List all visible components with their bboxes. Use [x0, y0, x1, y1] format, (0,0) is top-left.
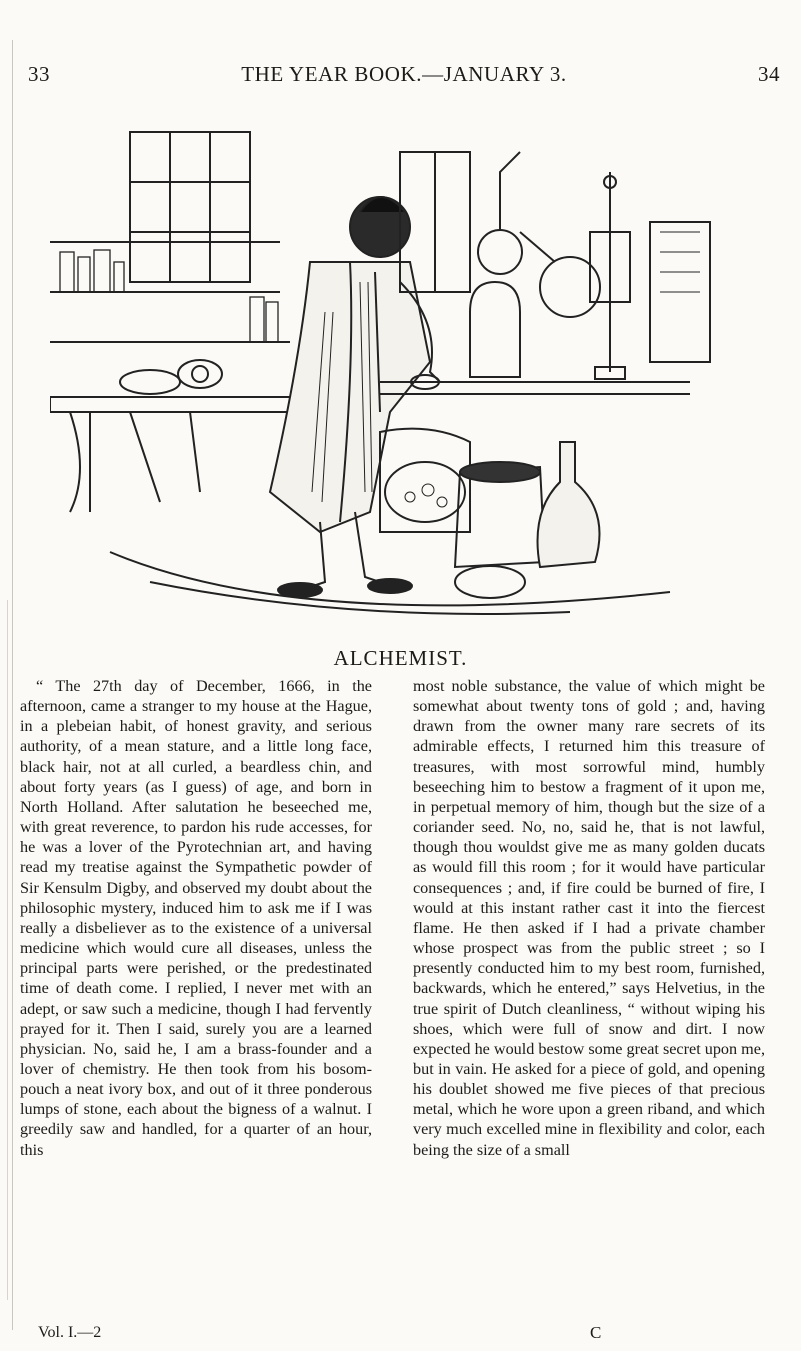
text-column-right [413, 676, 765, 1160]
signature-mark: Vol. I.—2 [38, 1324, 102, 1341]
running-title: THE YEAR BOOK.—JANUARY 3. [241, 62, 567, 86]
alchemist-engraving [50, 112, 750, 632]
body-paragraph-left: “ The 27th day of December, 1666, in the afternoon, came a stranger to my house at the Hague, in a plebeian habit, of honest gravity, and serious authority, of a mean stature, and a little long face, black hair, not at all curled, a beardless chin, and about forty years (as I guess) of age, and born in North Holland. After salutation he beseeched me, with great reverence, to pardon his rude accesses, for he was a lover of the Pyrotechnian art, and having read my treatise against the Sympathetic powder of Sir Kensulm Digby, and observed my doubt about the philosophic mystery, induced him to ask me if I was really a disbeliever as to the existence of a universal medicine which would cure all diseases, unless the principal parts were perished, or the predestinated time of death come. I replied, I never met with an adept, or saw such a medicine, though I had fervently prayed for it. Then I said, surely you are a learned physician. No, said he, I am a brass-founder and a lover of chemistry. He then took from his bosom-pouch a neat ivory box, and out of it three ponderous lumps of stone, each about the bigness of a walnut. I greedily saw and handled, for a quarter of an hour, this [20, 677, 372, 1159]
signature-letter: C [590, 1323, 602, 1342]
text-column-left [20, 676, 372, 1160]
running-header [28, 62, 780, 92]
page-edge-rule-inner [7, 600, 8, 1300]
page-edge-rule [12, 40, 13, 1330]
illustration-caption: ALCHEMIST. [333, 646, 468, 670]
page-number-right: 34 [758, 62, 780, 86]
body-paragraph-right: most noble substance, the value of which might be somewhat about twenty tons of gold ; and, having drawn from the owner many rare secrets of its admirable effects, I returned him this treasure of treasures, with most sorrowful mind, humbly beseeching him to bestow a fragment of it upon me, in perpetual memory of him, though but the size of a coriander seed. No, no, said he, that is not lawful, though thou wouldst give me as many golden ducats as would fill this room ; for it would have particular consequences ; and, if fire could be burned of fire, I would at this instant rather cast it into the fiercest flame. He then asked if I had a private chamber whose prospect was from the public street ; so I presently conducted him to my best room, furnished, backwards, which he entered,” says Helvetius, in the true spirit of Dutch cleanliness, “ without wiping his shoes, which were full of snow and dirt. I now expected he would bestow some great secret upon me, but in vain. He asked for a piece of gold, and opening his doublet showed me five pieces of that precious metal, which he wore upon a green riband, and which very much excelled mine in flexibility and color, each being the size of a small [413, 677, 765, 1159]
page-number-left: 33 [28, 62, 50, 86]
